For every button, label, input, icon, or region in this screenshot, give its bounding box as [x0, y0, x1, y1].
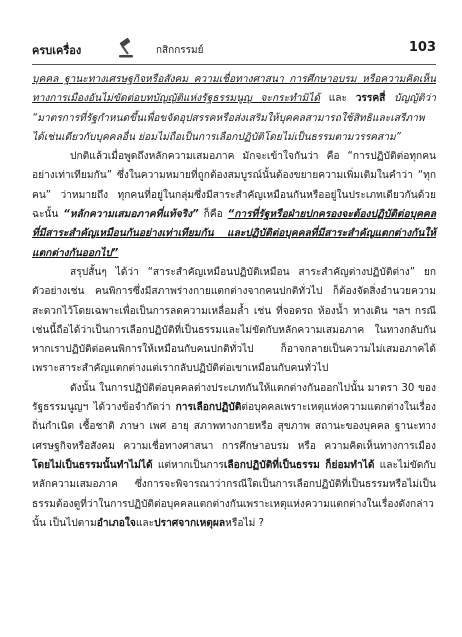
- text-run: ต่อบุคคลเพราะเหตุแห่งความแตกต่างในเรื่องถิ่นกำเนิด เชื้อชาติ ภาษา เพศ อายุ สภาพทางกายหรือ สุขภาพ สถานะของบุคคล ฐานะทางเศรษฐกิจหรือสังคม ความเชื่อทางศาสนา การศึกษาอบรม หรือ ความคิดเห็นทางการเมือง: [32, 402, 436, 452]
- text-run: วรรคสี่: [355, 93, 386, 105]
- brand-title: ครบเครื่อง: [32, 44, 82, 57]
- text-run: และไม่ขัดกับหลักความเสมอภาค ซึ่งการจะพิจารณาว่ากรณีใดเป็นการเลือกปฏิบัติที่เป็นธรรมหรือไม่เป็นธรรมต้องดูที่ว่าในการปฏิบัติต่อบุคคลแตกต่างกันเพราะเหตุแห่งความแตกต่างในเรื่องดังกล่าวนั้น เป็นไปตาม: [32, 459, 436, 529]
- text-run: ดังนั้น ในการปฏิบัติต่อบุคคลต่างประเภทกันให้แตกต่างกันออกไปนั้น มาตรา 30 ของรัฐธรรมนูญฯ ได้วางข้อจำกัดว่า: [32, 382, 436, 414]
- paragraph: [32, 263, 436, 379]
- body-text: [32, 70, 436, 533]
- text-run: เลือกปฏิบัติที่เป็นธรรม ก็ย่อมทำได้: [223, 459, 375, 471]
- text-run: ปราศจากเหตุผล: [154, 517, 226, 529]
- text-run: อำเภอใจ: [96, 517, 136, 529]
- paragraph: [32, 379, 436, 533]
- text-run: บุคคล ฐานะทางเศรษฐกิจหรือสังคม ความเชื่อทางศาสนา การศึกษาอบรม หรือความคิดเห็นทางการเมืองอันไม่ขัดต่อบทบัญญัติแห่งรัฐธรรมนูญ จะกระทำมิได้: [32, 74, 436, 105]
- text-run: และ: [319, 93, 356, 105]
- text-run: การเลือกปฏิบัติ: [175, 402, 242, 414]
- header-divider: [32, 64, 436, 65]
- gavel-icon: [116, 37, 138, 59]
- text-run: “หลักความเสมอภาคที่แท้จริง”: [63, 209, 199, 221]
- page-header: [32, 40, 436, 62]
- page-number: 103: [408, 40, 436, 55]
- text-run: บัญญัติว่า “มาตรการที่รัฐกำหนดขึ้นเพื่อขจัดอุปสรรคหรือส่งเสริมให้บุคคลสามารถใช้สิทธิและเสรีภาพได้เช่นเดียวกับบุคคลอื่น ย่อมไม่ถือเป็นการเลือกปฏิบัติโดยไม่เป็นธรรมตามวรรคสาม”: [32, 93, 436, 143]
- text-run: ปกติแล้วเมื่อพูดถึงหลักความเสมอภาค มักจะเข้าใจกันว่า คือ “การปฏิบัติต่อทุกคนอย่างเท่าเทียมกัน” ซึ่งในความหมายที่ถูกต้องสมบูรณ์นั้นต้องขยายความเพิ่มเติมในคำว่า “ทุกคน” ว่าหมายถึง ทุกคนที่อยู่ในกลุ่มซึ่งมีสาระสำคัญเหมือนกันหรืออยู่ในประเภทเดียวกันด้วย ฉะนั้น: [32, 151, 436, 221]
- text-run: แต่หากเป็นการ: [152, 459, 224, 471]
- text-run: สรุปสั้นๆ ได้ว่า “สาระสำคัญเหมือนปฏิบัติเหมือน สาระสำคัญต่างปฏิบัติต่าง” ยกตัวอย่างเช่น คนพิการซึ่งมีสภาพร่างกายแตกต่างจากคนปกติทั่วไป ก็ต้องจัดสิ่งอำนวยความสะดวกไว้โดยเฉพาะเพื่อเป็นการลดความเหลื่อมล้ำ เช่น ที่จอดรถ ห้องน้ำ ทางเดิน ฯลฯ กรณีเช่นนี้ถือได้ว่าเป็นการเลือกปฏิบัติที่เป็นธรรมและไม่ขัดกับหลักความเสมอภาค ในทางกลับกันหากเราปฏิบัติต่อคนพิการให้เหมือนกับคนปกติทั่วไป ก็อาจกลายเป็นความไม่เสมอภาคได้ เพราะสาระสำคัญแตกต่างแต่เรากลับปฏิบัติต่อเขาเหมือนกับคนทั่วไป: [32, 266, 436, 375]
- paragraph: [32, 147, 436, 263]
- text-run: และ: [135, 517, 155, 529]
- text-run: ก็คือ: [198, 209, 228, 221]
- section-label: กสิกกรรมย์: [156, 45, 204, 56]
- paragraph: [32, 70, 436, 147]
- text-run: โดยไม่เป็นธรรมนั้นทำไม่ได้: [32, 459, 153, 471]
- text-run: หรือไม่ ?: [225, 517, 264, 529]
- text-run: “การที่รัฐหรือฝ่ายปกครองจะต้องปฏิบัติต่อบุคคลที่มีสาระสำคัญเหมือนกันอย่างเท่าเทียมกัน และปฏิบัติต่อบุคคลที่มีสาระสำคัญแตกต่างกันให้แตกต่างกันออกไป”: [32, 209, 436, 259]
